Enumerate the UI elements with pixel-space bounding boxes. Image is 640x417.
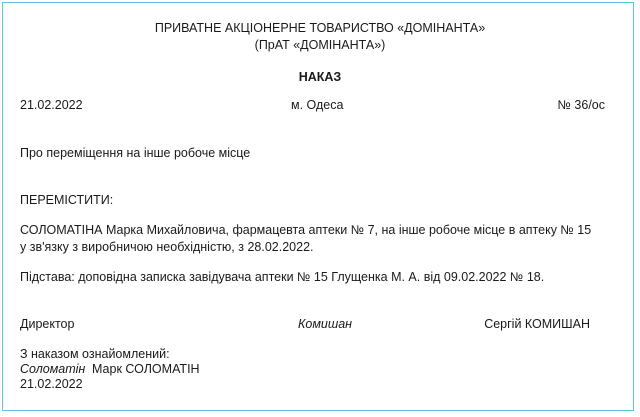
order-action: ПЕРЕМІСТИТИ: (20, 193, 114, 207)
signatory-signature: Комишан (298, 317, 353, 331)
order-number: № 36/ос (557, 98, 605, 112)
acknowledgement-date: 21.02.2022 (20, 377, 83, 391)
order-subject: Про переміщення на інше робоче місце (20, 146, 251, 160)
order-date: 21.02.2022 (20, 98, 83, 112)
order-body-line-1: СОЛОМАТІНА Марка Михайловича, фармацевта аптеки № 7, на інше робоче місце в аптеку № 15 (20, 223, 592, 237)
company-short-name: (ПрАТ «ДОМІНАНТА») (254, 38, 386, 52)
acknowledgement-label: З наказом ознайомлений: (20, 347, 170, 361)
document-type: НАКАЗ (298, 70, 342, 84)
signatory-position: Директор (20, 317, 75, 331)
order-basis: Підстава: доповідна записка завідувача аптеки № 15 Глущенка М. А. від 09.02.2022 № 18. (20, 270, 545, 284)
acknowledgement-name: Марк СОЛОМАТІН (92, 362, 200, 376)
signatory-name: Сергій КОМИШАН (484, 317, 590, 331)
order-city: м. Одеса (291, 98, 344, 112)
order-body-line-2: у зв'язку з виробничою необхідністю, з 28.02.2022. (20, 240, 314, 254)
acknowledgement-signature: Соломатін (20, 362, 86, 376)
company-full-name: ПРИВАТНЕ АКЦІОНЕРНЕ ТОВАРИСТВО «ДОМІНАНТА» (154, 21, 486, 35)
